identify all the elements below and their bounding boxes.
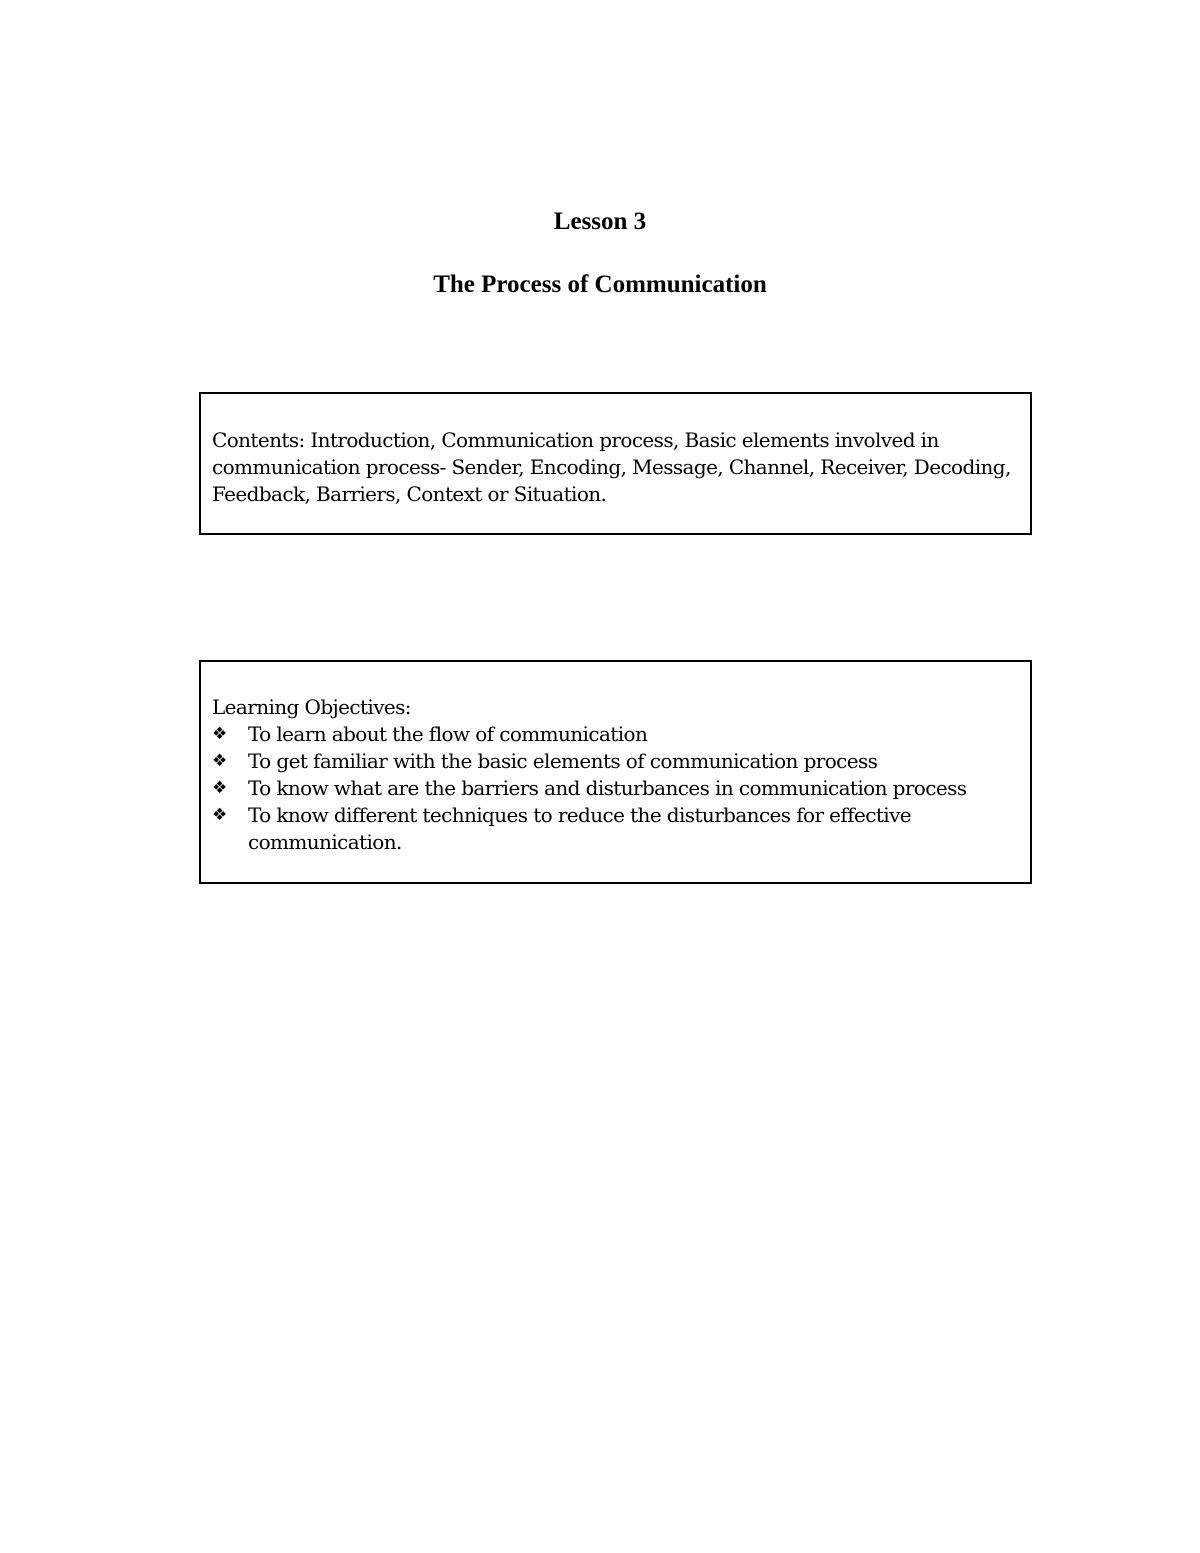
diamond-bullet-icon: ❖ [212,724,227,744]
lesson-title: The Process of Communication [433,271,767,298]
learning-objectives-heading: Learning Objectives: [212,695,411,719]
lesson-number: Lesson 3 [553,208,647,235]
diamond-bullet-icon: ❖ [212,751,227,771]
list-item [212,802,1017,856]
list-item [212,721,1017,748]
objective-text: To learn about the flow of communication [248,722,648,746]
objective-text: To know what are the barriers and disturbances in communication process [248,776,967,800]
contents-box [199,392,1032,535]
diamond-bullet-icon: ❖ [212,778,227,798]
list-item [212,775,1017,802]
contents-text: Contents: Introduction, Communication process, Basic elements involved in communication process- Sender, Encoding, Message, Channel, Receiver, Decoding, Feedback, Barriers, Context or Situation. [212,428,1011,506]
diamond-bullet-icon: ❖ [212,805,227,825]
learning-objectives-list [212,721,1017,856]
objective-text: To get familiar with the basic elements of communication process [248,749,878,773]
learning-objectives-box [199,660,1032,884]
objective-text: To know different techniques to reduce the disturbances for effective communication. [248,803,912,854]
list-item [212,748,1017,775]
